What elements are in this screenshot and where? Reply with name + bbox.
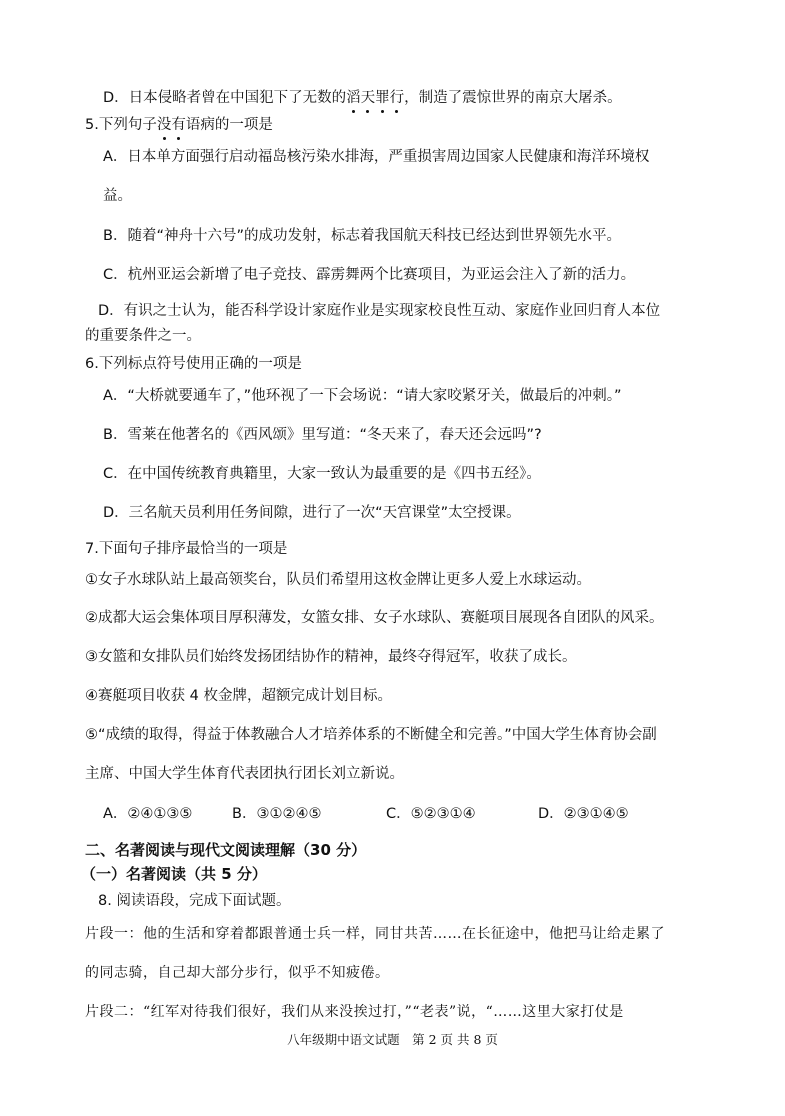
- dotted-char: 行: [389, 90, 405, 106]
- q5-option-c: C．杭州亚运会新增了电子竞技、霹雳舞两个比赛项目，为亚运会注入了新的活力。: [103, 267, 636, 283]
- q7-option-c: C．⑤②③①④: [386, 806, 476, 822]
- dotted-char: 天: [360, 90, 376, 106]
- page-footer: 八年级期中语文试题 第 2 页 共 8 页: [287, 1032, 498, 1047]
- q4-option-d: D．日本侵略者曾在中国犯下了无数的滔天罪行，制造了震惊世界的南京大屠杀。: [103, 90, 622, 106]
- q5-option-a: A．日本单方面强行启动福岛核污染水排海，严重损害周边国家人民健康和海洋环境权: [103, 149, 650, 165]
- fragment-2: 片段二：“红军对待我们很好，我们从来没挨过打，”“老表”说，“……这里大家打仗是: [85, 1004, 624, 1020]
- q5-option-d: D．有识之士认为，能否科学设计家庭作业是实现家校良性互动、家庭作业回归育人本位: [98, 303, 661, 319]
- q7-sentence-3: ③女篮和女排队员们始终发扬团结协作的精神，最终夺得冠军，收获了成长。: [85, 649, 577, 665]
- q7-sentence-2: ②成都大运会集体项目厚积薄发，女篮女排、女子水球队、赛艇项目展现各自团队的风采。: [85, 610, 664, 626]
- fragment-1-cont: 的同志骑，自己却大部分步行，似乎不知疲倦。: [85, 965, 390, 981]
- q7-sentence-5-cont: 主席、中国大学生体育代表团执行团长刘立新说。: [85, 766, 404, 782]
- q5-option-b: B．随着“神舟十六号”的成功发射，标志着我国航天科技已经达到世界领先水平。: [103, 228, 621, 244]
- q6-option-a: A．“大桥就要通车了，”他环视了一下会场说：“请大家咬紧牙关，做最后的冲刺。”: [103, 388, 622, 404]
- q6-option-c: C．在中国传统教育典籍里，大家一致认为最重要的是《四书五经》。: [103, 466, 541, 482]
- q7-sentence-1: ①女子水球队站上最高领奖台，队员们希望用这枚金牌让更多人爱上水球运动。: [85, 572, 591, 588]
- dotted-char: 没: [156, 117, 172, 133]
- q7-stem: 7.下面句子排序最恰当的一项是: [85, 541, 288, 557]
- q7-option-b: B．③①②④⑤: [232, 806, 322, 822]
- subsection-title: （一）名著阅读（共 5 分）: [81, 865, 267, 883]
- q7-option-a: A．②④①③⑤: [103, 806, 193, 822]
- q5-option-d-cont: 的重要条件之一。: [85, 328, 201, 344]
- q7-sentence-4: ④赛艇项目收获 4 枚金牌，超额完成计划目标。: [85, 688, 392, 704]
- q8-stem: 8. 阅读语段，完成下面试题。: [98, 893, 291, 909]
- q6-option-d: D．三名航天员利用任务间隙，进行了一次“天宫课堂”太空授课。: [103, 505, 521, 521]
- dotted-char: 滔: [346, 90, 361, 106]
- q7-option-d: D．②③①④⑤: [538, 806, 629, 822]
- q6-stem: 6.下列标点符号使用正确的一项是: [85, 356, 302, 372]
- q7-sentence-5: ⑤“成绩的取得，得益于体教融合人才培养体系的不断健全和完善。”中国大学生体育协会副: [85, 727, 657, 743]
- q6-option-b: B．雪莱在他著名的《西风颂》里写道：“冬天来了，春天还会远吗”?: [103, 427, 542, 443]
- section-title: 二、名著阅读与现代文阅读理解（30 分）: [85, 841, 367, 859]
- fragment-1: 片段一：他的生活和穿着都跟普通士兵一样，同甘共苦……在长征途中，他把马让给走累了: [85, 926, 665, 942]
- q7-options: [0, 804, 785, 824]
- dotted-char: 罪: [375, 90, 390, 106]
- dotted-char: 有: [171, 117, 186, 133]
- q5-stem: 5.下列句子没有语病的一项是: [85, 117, 273, 133]
- q5-option-a-cont: 益。: [103, 188, 132, 204]
